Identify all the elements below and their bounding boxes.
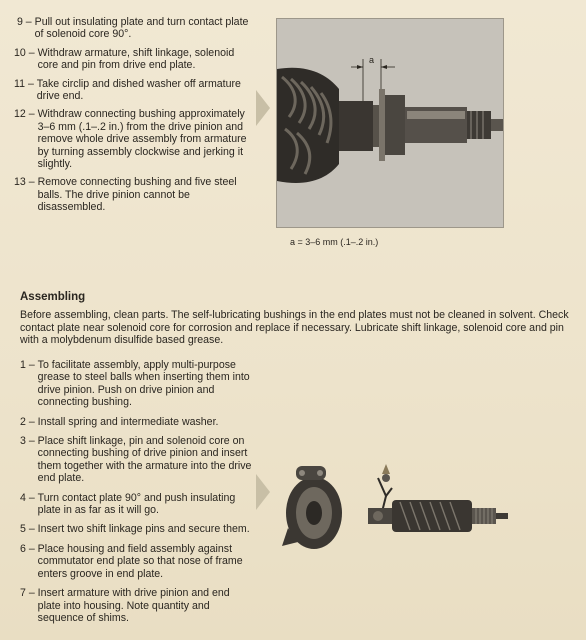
step-11: 11 – Take circlip and dished washer off armature drive end.: [14, 77, 241, 103]
assembly-step-6: 6 – Place housing and field assembly against commutator end plate so that nose of frame enters groove in end plate.: [20, 542, 243, 580]
step-13: 13 – Remove connecting bushing and five steel balls. The drive pinion cannot be disassembled.: [14, 176, 237, 214]
figure-caption: a = 3–6 mm (.1–.2 in.): [290, 237, 379, 247]
assembly-step-2: 2 – Install spring and intermediate washer.: [20, 415, 219, 428]
step-12: 12 – Withdraw connecting bushing approximately 3–6 mm (.1–.2 in.) from the drive pinion and remove whole drive assembly from armature by turning assembly clockwise and jerking it slightly.: [14, 108, 247, 171]
assembly-step-7: 7 – Insert armature with drive pinion and end plate into housing. Note quantity and sequence of shims.: [20, 587, 230, 624]
step-9: 9 – Pull out insulating plate and turn contact plate of solenoid core 90°.: [14, 16, 249, 41]
assembly-steps: [20, 359, 254, 631]
armature-photo: [276, 18, 504, 228]
section-heading: Assembling: [20, 291, 86, 303]
assembly-step-5: 5 – Insert two shift linkage pins and secure them.: [20, 523, 250, 536]
assembly-drawing: [278, 458, 528, 558]
armature-drive-illustration: [277, 19, 503, 227]
pointer-arrow-icon: [256, 90, 270, 126]
assembly-step-3: 3 – Place shift linkage, pin and solenoid core on connecting bushing of drive pinion and insert them together with the armature into the drive end plate.: [20, 435, 252, 485]
disassembly-steps: [14, 16, 254, 220]
solenoid-and-armature-illustration: [278, 458, 528, 558]
assembly-step-1: 1 – To facilitate assembly, apply multi-purpose grease to steel balls when inserting them into drive pinion. Push on drive pinion and connecting bushing.: [20, 359, 250, 409]
assembly-step-4: 4 – Turn contact plate 90° and push insulating plate in as far as it will go.: [20, 491, 236, 517]
section-intro: Before assembling, clean parts. The self-lubricating bushings in the end plates must not be cleaned in solvent. Check contact plate near solenoid core for corrosion and replace if necessary. Lubricate shift linkage, solenoid core and pin with a molybdenum disulfide based grease.: [20, 309, 569, 347]
dimension-a-label: a: [369, 55, 375, 65]
pointer-arrow-icon: [256, 474, 270, 510]
step-10: 10 – Withdraw armature, shift linkage, solenoid core and pin from drive end plate.: [14, 46, 235, 72]
